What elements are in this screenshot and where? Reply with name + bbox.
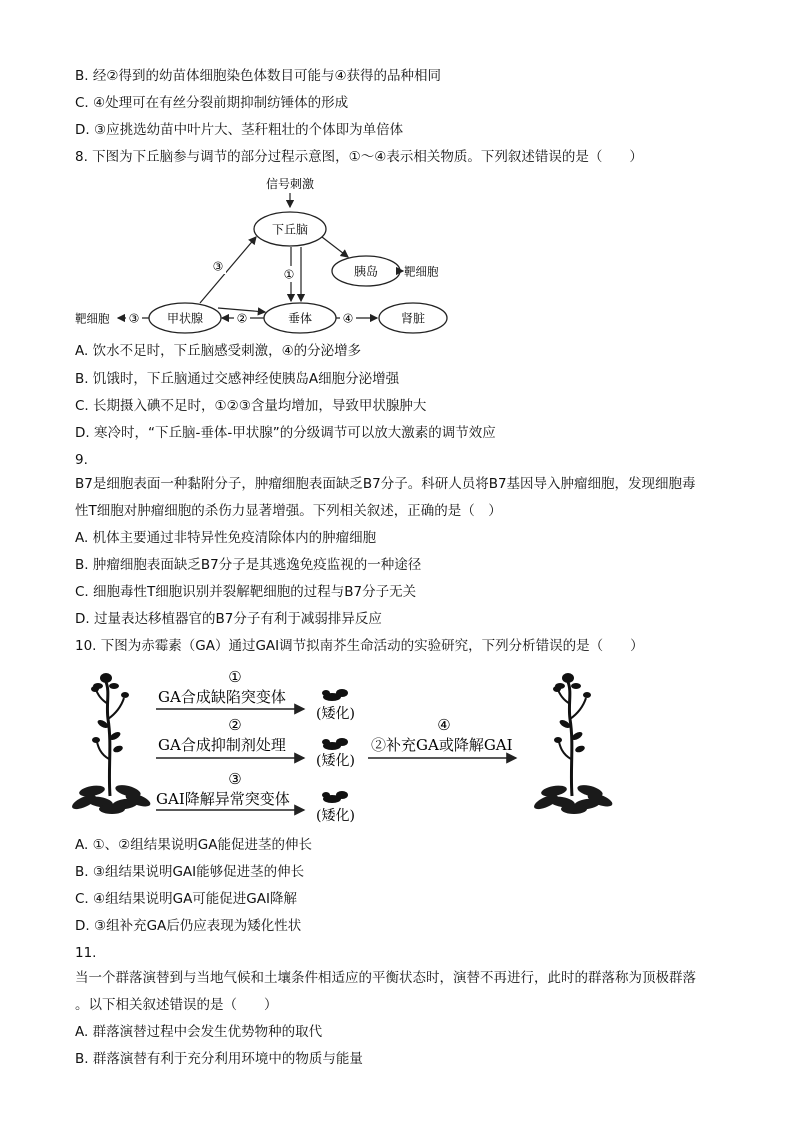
q10-option-c: C. ④组结果说明GA可能促进GAI降解 xyxy=(75,891,297,907)
q10-option-b: B. ③组结果说明GAI能够促进茎的伸长 xyxy=(75,864,305,880)
group-2-number: ② xyxy=(228,716,242,734)
q11-option-b: B. 群落演替有利于充分利用环境中的物质与能量 xyxy=(75,1051,363,1067)
group-4-label: ②补充GA或降解GAI xyxy=(371,736,513,754)
q9-stem-line1: B7是细胞表面一种黏附分子，肿瘤细胞表面缺乏B7分子。科研人员将B7基因导入肿瘤细胞，发现细胞毒 xyxy=(75,476,696,492)
q7-option-b: B. 经②得到的幼苗体细胞染色体数目可能与④获得的品种相同 xyxy=(75,68,442,84)
hypothalamus-to-islet-arrow xyxy=(322,237,348,257)
q9-stem-line2: 性T细胞对肿瘤细胞的杀伤力显著增强。下列相关叙述，正确的是（ ） xyxy=(75,503,502,519)
q10-option-a: A. ①、②组结果说明GA能促进茎的伸长 xyxy=(75,837,312,853)
q8-option-c: C. 长期摄入碘不足时，①②③含量均增加，导致甲状腺肿大 xyxy=(75,398,427,414)
islet-target-label: 靶细胞 xyxy=(404,264,439,279)
q11-stem-line2: 。以下相关叙述错误的是（ ） xyxy=(75,997,278,1013)
q9-option-d: D. 过量表达移植器官的B7分子有利于减弱排异反应 xyxy=(75,611,382,627)
marker-2: ② xyxy=(236,311,248,326)
q11-number: 11. xyxy=(75,945,97,961)
q8-stem: 8. 下图为下丘脑参与调节的部分过程示意图，①～④表示相关物质。下列叙述错误的是（ ） xyxy=(75,149,643,165)
islet-label: 胰岛 xyxy=(353,264,379,279)
kidney-label: 肾脏 xyxy=(400,311,426,326)
hypothalamus-regulation-diagram xyxy=(70,170,470,342)
dwarf-plant-2-icon xyxy=(322,738,348,750)
marker-3-feedback: ③ xyxy=(212,259,224,274)
normal-plant-left-icon xyxy=(70,673,152,814)
q8-option-a: A. 饮水不足时，下丘脑感受刺激，④的分泌增多 xyxy=(75,343,362,359)
dwarf-plant-1-icon xyxy=(322,689,348,701)
dwarf-plant-3-icon xyxy=(322,791,348,803)
q9-option-b: B. 肿瘤细胞表面缺乏B7分子是其逃逸免疫监视的一种途径 xyxy=(75,557,422,573)
thyroid-label: 甲状腺 xyxy=(166,311,204,326)
gibberellin-experiment-diagram xyxy=(70,664,630,824)
hypothalamus-label: 下丘脑 xyxy=(271,222,309,237)
q7-option-d: D. ③应挑选幼苗中叶片大、茎秆粗壮的个体即为单倍体 xyxy=(75,122,404,138)
marker-4: ④ xyxy=(342,311,354,326)
q9-option-a: A. 机体主要通过非特异性免疫清除体内的肿瘤细胞 xyxy=(75,530,377,546)
q10-option-d: D. ③组补充GA后仍应表现为矮化性状 xyxy=(75,918,302,934)
group-4-number: ④ xyxy=(437,716,451,734)
group-3-label: GAI降解异常突变体 xyxy=(156,790,290,808)
q11-stem-line1: 当一个群落演替到与当地气候和土壤条件相适应的平衡状态时，演替不再进行，此时的群落称为顶极群落 xyxy=(75,970,696,986)
q7-option-c: C. ④处理可在有丝分裂前期抑制纺锤体的形成 xyxy=(75,95,349,111)
thyroid-to-hypothalamus-arrow xyxy=(200,237,256,303)
group-3-result: (矮化) xyxy=(316,808,355,824)
normal-plant-right-icon xyxy=(532,673,614,814)
pituitary-label: 垂体 xyxy=(287,311,313,326)
q11-option-a: A. 群落演替过程中会发生优势物种的取代 xyxy=(75,1024,323,1040)
q8-option-d: D. 寒冷时，“下丘脑-垂体-甲状腺”的分级调节可以放大激素的调节效应 xyxy=(75,425,496,441)
signal-label: 信号刺激 xyxy=(265,177,315,191)
q8-option-b: B. 饥饿时，下丘脑通过交感神经使胰岛A细胞分泌增强 xyxy=(75,371,400,387)
q10-stem: 10. 下图为赤霉素（GA）通过GAI调节拟南芥生命活动的实验研究，下列分析错误的是（ ） xyxy=(75,638,644,654)
group-1-result: (矮化) xyxy=(316,706,355,722)
group-2-label: GA合成抑制剂处理 xyxy=(158,736,286,754)
thyroid-target-label: 靶细胞 xyxy=(75,311,110,326)
q9-option-c: C. 细胞毒性T细胞识别并裂解靶细胞的过程与B7分子无关 xyxy=(75,584,417,600)
group-2-result: (矮化) xyxy=(316,753,355,769)
q9-number: 9. xyxy=(75,452,88,468)
group-1-number: ① xyxy=(228,668,242,686)
marker-1: ① xyxy=(283,267,295,282)
group-1-label: GA合成缺陷突变体 xyxy=(158,688,286,706)
marker-3-target: ③ xyxy=(128,311,140,326)
group-3-number: ③ xyxy=(228,770,242,788)
